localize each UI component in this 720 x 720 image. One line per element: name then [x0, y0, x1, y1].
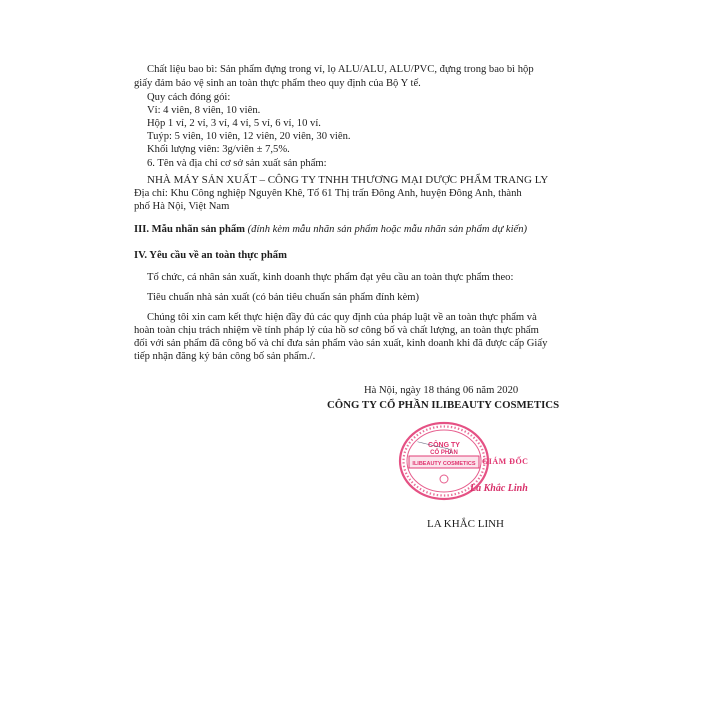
section-3-heading — [134, 223, 527, 237]
place-date: Hà Nội, ngày 18 tháng 06 năm 2020 — [364, 385, 519, 396]
stamp-text-line3: ILIBEAUTY COSMETICS — [412, 461, 476, 467]
stamp-text-line1: CÔNG TY — [428, 442, 460, 449]
section-3-title: III. Mẫu nhãn sản phẩm — [134, 224, 245, 235]
section-4-line1: Tổ chức, cá nhân sản xuất, kinh doanh thực phẩm đạt yêu cầu an toàn thực phẩm theo: — [147, 272, 514, 283]
stamp-text-line2: CỔ PHẦN — [430, 450, 458, 456]
manufacturer-name: NHÀ MÁY SẢN XUẤT – CÔNG TY TNHH THƯƠNG MẠI DƯỢC PHẨM TRANG LY — [147, 174, 549, 186]
handwritten-signature-stroke — [414, 432, 484, 462]
packaging-blister: Vỉ: 4 viên, 8 viên, 10 viên. — [147, 105, 261, 116]
commitment-line3: đối với sản phẩm đã công bố và chỉ đưa sản phẩm vào sản xuất, kinh doanh khi đã được cấp Giấy — [134, 338, 548, 349]
company-name: CÔNG TY CỔ PHẦN ILIBEAUTY COSMETICS — [327, 399, 560, 411]
commitment-line4: tiếp nhận đăng ký bản công bố sản phẩm./. — [134, 351, 316, 362]
packaging-box: Hộp 1 vỉ, 2 vỉ, 3 vỉ, 4 vỉ, 5 vỉ, 6 vỉ, 10 vỉ. — [147, 118, 321, 129]
signer-title: GIÁM ĐỐC — [482, 457, 529, 466]
packaging-material-line1: Chất liệu bao bì: Sản phẩm đựng trong vỉ, lọ ALU/ALU, ALU/PVC, đựng trong bao bì hộp — [147, 64, 534, 75]
packaging-material-line2: giấy đảm bảo vệ sinh an toàn thực phẩm theo quy định của Bộ Y tế. — [134, 78, 421, 89]
signer-signature: La Khắc Linh — [470, 483, 528, 494]
commitment-line2: hoàn toàn chịu trách nhiệm về tính pháp lý của hồ sơ công bố và chất lượng, an toàn thực phẩm — [134, 325, 539, 336]
manufacturer-address-line1: Địa chỉ: Khu Công nghiệp Nguyên Khê, Tổ 61 Thị trấn Đông Anh, huyện Đông Anh, thành — [134, 188, 522, 199]
section-4-title: IV. Yêu cầu về an toàn thực phẩm — [134, 250, 287, 261]
section-4-line2: Tiêu chuẩn nhà sản xuất (có bản tiêu chuẩn sản phẩm đính kèm) — [147, 292, 420, 303]
signer-name: LA KHẮC LINH — [427, 518, 504, 530]
section-3-note: (đính kèm mẫu nhãn sản phẩm hoặc mẫu nhãn sản phẩm dự kiến) — [247, 224, 528, 235]
commitment-line1: Chúng tôi xin cam kết thực hiện đầy đủ các quy định của pháp luật về an toàn thực phẩm và — [147, 312, 537, 323]
manufacturer-address-line2: phố Hà Nội, Việt Nam — [134, 201, 230, 212]
manufacturer-heading: 6. Tên và địa chỉ cơ sở sản xuất sản phẩm: — [147, 158, 327, 169]
packaging-spec-title: Quy cách đóng gói: — [147, 92, 231, 103]
packaging-weight: Khối lượng viên: 3g/viên ± 7,5%. — [147, 144, 290, 155]
packaging-tube: Tuýp: 5 viên, 10 viên, 12 viên, 20 viên, 30 viên. — [147, 131, 351, 142]
